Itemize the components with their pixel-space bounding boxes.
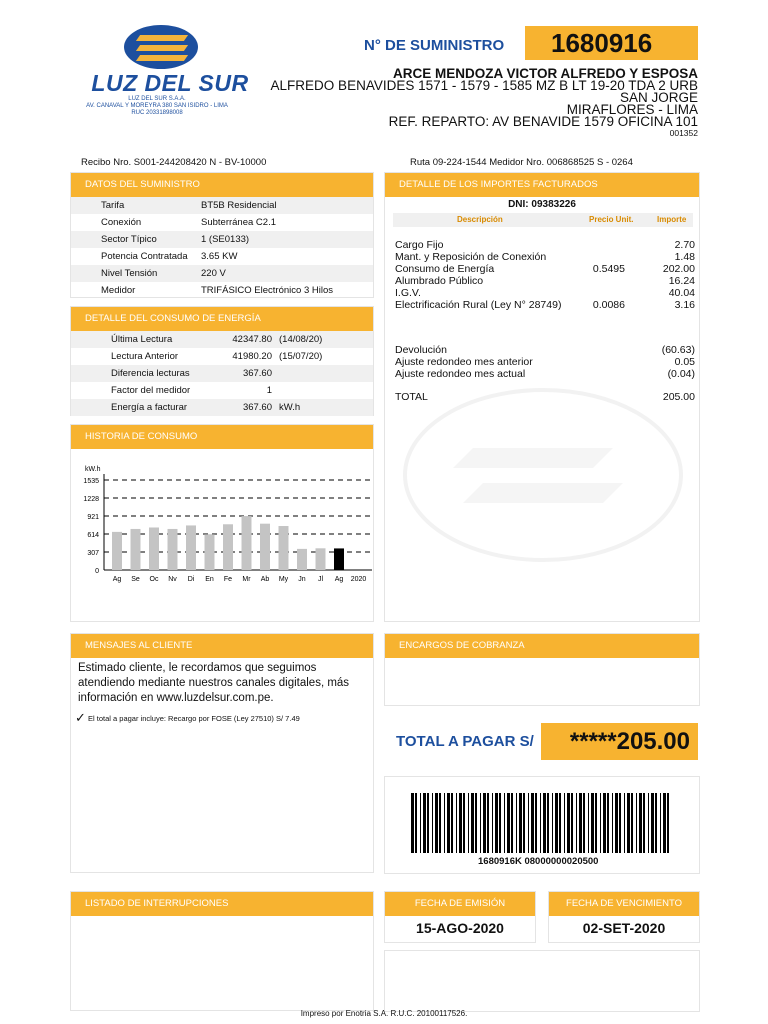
billing-amount: 1.48 — [674, 251, 695, 263]
consumption-key: Factor del medidor — [111, 385, 191, 396]
company-legal-name: LUZ DEL SUR S.A.A. — [128, 96, 186, 102]
billing-unit-price: 0.5495 — [592, 263, 625, 275]
billing-description: Mant. y Reposición de Conexión — [395, 251, 547, 263]
history-bar — [112, 532, 122, 570]
col-amount: Importe — [657, 215, 687, 224]
supply-data-title: DATOS DEL SUMINISTRO — [71, 173, 373, 197]
history-chart — [71, 449, 375, 621]
history-bar — [316, 548, 326, 570]
supply-label: N° DE SUMINISTRO — [364, 37, 505, 54]
y-tick-label: 0 — [95, 568, 99, 575]
collection-title: ENCARGOS DE COBRANZA — [385, 634, 699, 658]
company-logo-icon — [124, 25, 198, 69]
issue-date: 15-AGO-2020 — [416, 920, 504, 936]
barcode-icon — [411, 793, 673, 855]
history-bar — [149, 527, 159, 570]
billing-description: Alumbrado Público — [395, 275, 484, 287]
history-bar — [131, 529, 141, 570]
x-tick-label: Jl — [317, 576, 324, 583]
billing-description: I.G.V. — [395, 287, 421, 299]
billing-amount: 2.70 — [674, 239, 695, 251]
fose-note: El total a pagar incluye: Recargo por FOSE (Ley 27510) S/ 7.49 — [88, 714, 300, 723]
billing-total-line — [395, 391, 695, 403]
consumption-row — [71, 399, 373, 416]
consumption-key: Energía a facturar — [111, 402, 188, 413]
supply-data-key: Nivel Tensión — [101, 268, 158, 279]
messages-title: MENSAJES AL CLIENTE — [71, 634, 373, 658]
consumption-row — [71, 331, 373, 348]
messages-text: Estimado cliente, le recordamos que seguimos atendiendo mediante nuestros canales digitales, más información en www.luzdelsur.com.pe. — [78, 662, 350, 704]
customer-address-1: ALFREDO BENAVIDES 1571 - 1579 - 1585 MZ B LT 19-20 TDA 2 URB — [270, 78, 698, 93]
billing-title: DETALLE DE LOS IMPORTES FACTURADOS — [385, 173, 699, 197]
company-name: LUZ DEL SUR — [91, 70, 249, 96]
billing-description: Devolución — [395, 344, 447, 356]
y-tick-label: 1535 — [83, 478, 99, 485]
supply-data-row — [71, 231, 373, 248]
supply-data-key: Sector Típico — [101, 234, 157, 245]
consumption-key: Última Lectura — [111, 334, 173, 345]
supply-number: 1680916 — [525, 26, 698, 60]
supply-data-value: TRIFÁSICO Electrónico 3 Hilos — [201, 285, 333, 296]
year-label: 2020 — [350, 576, 367, 583]
billing-description: Electrificación Rural (Ley N° 28749) — [395, 299, 562, 311]
col-description: Descripción — [457, 215, 503, 224]
customer-name: ARCE MENDOZA VICTOR ALFREDO Y ESPOSA — [392, 66, 698, 81]
billing-lines — [385, 173, 699, 621]
billing-unit-price: 0.0086 — [592, 299, 625, 311]
issue-date-panel — [384, 891, 536, 943]
consumption-value: 41980.20 — [232, 351, 272, 362]
history-panel — [70, 424, 374, 622]
supply-data-value: Subterránea C2.1 — [201, 217, 276, 228]
billing-line — [395, 239, 695, 251]
consumption-value: 367.60 — [242, 402, 272, 413]
consumption-value: 42347.80 — [232, 334, 272, 345]
total-amount: *****205.00 — [541, 723, 698, 760]
billing-amount: 16.24 — [668, 275, 695, 287]
customer-address-2: SAN JORGE — [619, 90, 698, 105]
customer-address-3: MIRAFLORES - LIMA — [566, 102, 698, 117]
outages-panel — [70, 891, 374, 1011]
supply-data-row — [71, 282, 373, 299]
billing-line — [395, 251, 695, 263]
company-ruc: RUC 20331898008 — [131, 110, 183, 116]
billing-amount: 40.04 — [668, 287, 695, 299]
col-unit-price: Precio Unit. — [589, 215, 634, 224]
collection-panel — [384, 633, 700, 706]
customer-code: 001352 — [669, 128, 698, 138]
x-tick-label: Nv — [168, 576, 177, 583]
consumption-row — [71, 382, 373, 399]
billing-line — [395, 299, 695, 311]
consumption-key: Diferencia lecturas — [111, 368, 190, 379]
x-tick-label: Oc — [149, 576, 159, 583]
history-bar — [242, 516, 252, 570]
due-date: 02-SET-2020 — [582, 920, 666, 936]
x-tick-label: My — [278, 576, 289, 583]
payment-stamp-area — [384, 950, 700, 1012]
consumption-unit: kW.h — [279, 402, 301, 413]
consumption-row — [71, 365, 373, 382]
y-tick-label: 614 — [87, 532, 99, 539]
supply-data-rows — [71, 197, 373, 299]
x-tick-label: Mr — [242, 576, 251, 583]
y-tick-label: 1228 — [83, 496, 99, 503]
billing-amount: 202.00 — [662, 263, 695, 275]
consumption-value: 1 — [266, 385, 272, 396]
x-tick-label: Fe — [223, 576, 233, 583]
billing-amount: (60.63) — [661, 344, 695, 356]
billing-description: Cargo Fijo — [395, 239, 444, 251]
history-bar — [334, 548, 344, 570]
route-meter: Ruta 09-224-1544 Medidor Nro. 006868525 S - 0264 — [410, 157, 633, 168]
history-bar — [205, 534, 215, 570]
supply-data-row — [71, 197, 373, 214]
billing-amount: (0.04) — [667, 368, 695, 380]
company-address: AV. CANAVAL Y MOREYRA 380 SAN ISIDRO - LIMA — [86, 103, 228, 109]
printer-footer: Impreso por Enotria S.A. R.U.C. 20100117526. — [300, 1009, 468, 1018]
history-bar — [297, 549, 307, 570]
adjustment-line — [395, 368, 695, 380]
consumption-panel — [70, 306, 374, 416]
history-title: HISTORIA DE CONSUMO — [71, 425, 373, 449]
dni: DNI: 09383226 — [508, 199, 576, 210]
y-tick-label: 307 — [87, 550, 99, 557]
consumption-row — [71, 348, 373, 365]
x-tick-label: Jn — [298, 576, 306, 583]
history-bar — [260, 524, 270, 570]
adjustment-line — [395, 344, 695, 356]
x-tick-label: Di — [187, 576, 195, 583]
history-bar — [223, 524, 233, 570]
consumption-value: 367.60 — [242, 368, 272, 379]
x-tick-label: Ab — [260, 576, 270, 583]
billing-description: Consumo de Energía — [395, 263, 495, 275]
receipt-number: Recibo Nro. S001-244208420 N - BV-10000 — [81, 157, 267, 168]
due-date-label: FECHA DE VENCIMIENTO — [549, 892, 699, 916]
billing-line — [395, 287, 695, 299]
supply-data-key: Medidor — [101, 285, 136, 296]
supply-data-value: 3.65 KW — [201, 251, 238, 262]
x-tick-label: En — [205, 576, 214, 583]
messages-panel — [70, 633, 374, 873]
billing-description: Ajuste redondeo mes actual — [395, 368, 526, 380]
supply-data-value: BT5B Residencial — [201, 200, 277, 211]
billing-line — [395, 275, 695, 287]
history-bar — [279, 526, 289, 570]
due-date-panel — [548, 891, 700, 943]
check-icon: ✓ — [75, 710, 86, 725]
supply-data-value: 220 V — [201, 268, 226, 279]
y-axis-unit: kW.h — [85, 466, 101, 473]
outages-title: LISTADO DE INTERRUPCIONES — [71, 892, 373, 916]
billing-amount: 0.05 — [674, 356, 695, 368]
billing-description: Ajuste redondeo mes anterior — [395, 356, 533, 368]
history-bar — [186, 525, 196, 570]
supply-data-row — [71, 214, 373, 231]
y-tick-label: 921 — [87, 514, 99, 521]
supply-data-key: Conexión — [101, 217, 142, 228]
barcode-number: 1680916K 08000000020500 — [478, 856, 599, 867]
billing-description: TOTAL — [395, 391, 428, 403]
x-tick-label: Ag — [112, 576, 122, 583]
adjustment-line — [395, 356, 695, 368]
consumption-key: Lectura Anterior — [111, 351, 179, 362]
x-tick-label: Ag — [334, 576, 344, 583]
billing-panel — [384, 172, 700, 622]
billing-amount: 205.00 — [662, 391, 695, 403]
consumption-unit: (15/07/20) — [279, 351, 323, 362]
supply-data-row — [71, 248, 373, 265]
consumption-rows — [71, 331, 373, 417]
billing-line — [395, 263, 695, 275]
total-label: TOTAL A PAGAR S/ — [396, 733, 534, 750]
consumption-title: DETALLE DEL CONSUMO DE ENERGÍA — [71, 307, 373, 331]
supply-data-key: Potencia Contratada — [101, 251, 188, 262]
history-bar — [168, 529, 178, 570]
supply-data-key: Tarifa — [101, 200, 125, 211]
consumption-unit: (14/08/20) — [279, 334, 323, 345]
customer-ref: REF. REPARTO: AV BENAVIDE 1579 OFICINA 101 — [388, 114, 698, 129]
x-tick-label: Se — [131, 576, 140, 583]
supply-data-panel — [70, 172, 374, 298]
supply-data-value: 1 (SE0133) — [201, 234, 250, 245]
billing-amount: 3.16 — [674, 299, 695, 311]
supply-data-row — [71, 265, 373, 282]
customer-block — [238, 68, 698, 138]
issue-date-label: FECHA DE EMISIÓN — [385, 892, 535, 916]
